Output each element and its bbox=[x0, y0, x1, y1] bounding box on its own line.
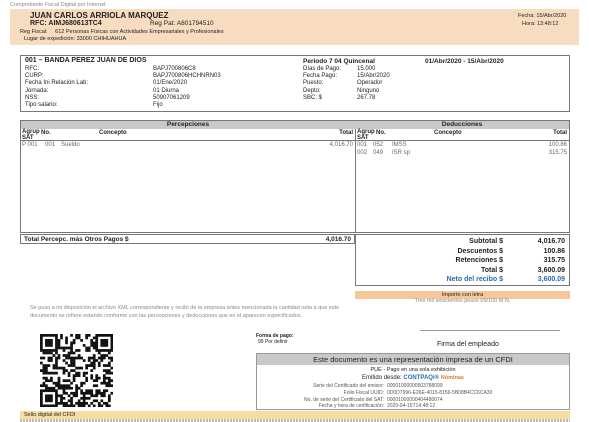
employee-title: 001 – BANDA PEREZ JUAN DE DIOS bbox=[25, 57, 147, 64]
period-field-value: 15.000 bbox=[357, 66, 376, 72]
period-field-value: 267.78 bbox=[357, 94, 376, 101]
totals-label: Neto del recibo $ bbox=[446, 276, 503, 283]
issuer-name: JUAN CARLOS ARRIOLA MARQUEZ bbox=[30, 11, 169, 20]
totals-row bbox=[356, 257, 569, 266]
employee-field-label: RFC: bbox=[25, 66, 39, 72]
period-title: Periodo 7 04 Quincenal bbox=[303, 58, 375, 65]
importe-label: Importe con letra bbox=[355, 291, 570, 299]
period-field-row bbox=[303, 88, 503, 95]
period-field-row bbox=[303, 95, 503, 102]
deduccion-no: 049 bbox=[373, 150, 384, 156]
detail-table bbox=[20, 120, 570, 233]
cfdi-field-value: 00001000000404480074 bbox=[387, 396, 443, 403]
cfdi-field-row bbox=[257, 397, 569, 404]
legal-text: Se puso a mi disposición el archivo XML correspondiente y recibí de la empresa antes mencionada la cantidad neta a que este documento se refiere estando conforme con las percepciones y deducciones que en el aparecen especificados. bbox=[30, 305, 340, 319]
fecha: Fecha: 15/Abr/2020 bbox=[518, 13, 567, 19]
cfdi-emitido: Emitido desde: CONTPAQi® Nóminas bbox=[362, 375, 464, 381]
cfdi-field-value: 00001000000503788099 bbox=[387, 383, 443, 389]
firma-label: Firma del empleado bbox=[437, 341, 499, 348]
period-field-label: Puesto: bbox=[303, 80, 324, 87]
percepcion-row bbox=[21, 141, 355, 149]
cfdi-field-label: No. de serie del Certificado del SAT: bbox=[304, 396, 384, 403]
totals-box bbox=[355, 234, 570, 286]
totals-label: Descuentos $ bbox=[457, 247, 503, 255]
deducciones-title: Deducciones bbox=[355, 121, 569, 129]
totals-row bbox=[356, 267, 569, 276]
hora: Hora: 13:48:12 bbox=[522, 21, 559, 27]
totals-value: 3,600.09 bbox=[537, 276, 565, 283]
period-field-label: Días de Pago: bbox=[303, 66, 342, 72]
ded-col-total: Total bbox=[553, 130, 567, 136]
forma-pago-label: Forma de pago: bbox=[256, 333, 294, 339]
deduccion-total: 100.86 bbox=[548, 142, 567, 148]
percepciones-header bbox=[21, 129, 355, 141]
employee-field-row bbox=[25, 95, 285, 102]
employee-field-row bbox=[25, 66, 285, 73]
totals-label: Subtotal $ bbox=[469, 238, 503, 245]
period-field-label: Depto: bbox=[303, 87, 321, 94]
period-field-value: 15/Abr/2020 bbox=[357, 73, 390, 80]
cfdi-field-row bbox=[257, 403, 569, 410]
employee-field-row bbox=[25, 102, 285, 109]
cfdi-field-label: Folio Fiscal UUID: bbox=[343, 389, 384, 396]
totals-value: 4,016.70 bbox=[537, 238, 565, 245]
period-field-row bbox=[303, 66, 503, 73]
cfdi-field-value: 0D0D7996-E26E-4015-8156-5B08B4CC6CA30 bbox=[387, 389, 493, 396]
totals-value: 3,600.09 bbox=[537, 266, 565, 274]
cfdi-pue: PUE - Pago en una sola exhibición bbox=[370, 367, 456, 373]
deducciones-header bbox=[355, 129, 569, 141]
contpaqi-product: Nóminas bbox=[440, 375, 464, 381]
period-field-row bbox=[303, 73, 503, 80]
employee-field-value: 50907061209 bbox=[153, 94, 190, 101]
employee-field-label: NSS: bbox=[25, 94, 40, 101]
firma-line bbox=[420, 330, 560, 331]
percepcion-agrup: P 001 bbox=[22, 142, 38, 148]
perc-col-no: No. bbox=[41, 130, 51, 136]
percepcion-total: 4,016.70 bbox=[329, 142, 353, 148]
sello-label: Sello digital del CFDI bbox=[20, 411, 570, 419]
percepcion-no: 001 bbox=[45, 142, 56, 148]
issuer-rfc: RFC: AIMJ680613TC4 bbox=[30, 20, 102, 27]
totals-value: 100.86 bbox=[543, 247, 565, 255]
perc-col-total: Total bbox=[339, 130, 353, 136]
totals-row bbox=[356, 238, 569, 247]
cfdi-field-label: Fecha y hora de certificación: bbox=[318, 403, 384, 410]
employee-field-label: Tipo salario: bbox=[25, 102, 58, 109]
period-field-label: SBC: $ bbox=[303, 94, 323, 101]
cfdi-box bbox=[256, 353, 570, 410]
employee-field-label: CURP: bbox=[25, 73, 44, 80]
forma-pago-value: 99 Por definir bbox=[258, 339, 288, 345]
percepciones-title: Percepciones bbox=[21, 121, 355, 129]
employee-field-label: Fecha Ini Relación Lab: bbox=[25, 80, 89, 87]
deduccion-no: 052 bbox=[373, 142, 384, 148]
employee-field-label: Jornada: bbox=[25, 87, 49, 94]
employee-field-value: 01/Ene/2020 bbox=[153, 80, 188, 87]
employee-field-value: BAPJ700806HCHNRN03 bbox=[153, 73, 221, 80]
deduccion-agrup: 002 bbox=[357, 150, 368, 156]
issuer-lugar: Lugar de expedición: 33000 CHIHUAHUA bbox=[24, 36, 127, 42]
totals-row bbox=[356, 276, 569, 285]
employee-field-row bbox=[25, 73, 285, 80]
employee-field-row bbox=[25, 88, 285, 95]
ded-col-concepto: Concepto bbox=[434, 130, 462, 136]
employee-field-value: BAPJ700806C8 bbox=[153, 66, 196, 72]
importe-value: Tres mil seiscientos pesos 09/100 M.N. bbox=[414, 298, 511, 304]
period-field-value: Operador bbox=[357, 80, 383, 87]
deduccion-total: 315.75 bbox=[548, 150, 567, 156]
percepciones-rows bbox=[21, 141, 355, 149]
employee-box bbox=[20, 55, 570, 112]
cfdi-field-label: Serie del Certificado del emisor: bbox=[313, 383, 384, 389]
cfdi-field-row bbox=[257, 390, 569, 397]
issuer-header bbox=[10, 9, 579, 45]
employee-field-value: Fijo bbox=[153, 102, 163, 109]
perc-col-concepto: Concepto bbox=[99, 130, 127, 136]
issuer-reg-fiscal: Reg Fiscal: 612 Personas Físicas con Actividades Empresariales y Profesionales bbox=[20, 29, 224, 35]
employee-field-row bbox=[25, 80, 285, 87]
total-perc-value: 4,016.70 bbox=[325, 236, 351, 243]
ded-col-agrup: Agrup SAT bbox=[357, 129, 375, 141]
contpaqi-brand: CONTPAQi® bbox=[403, 375, 440, 381]
doc-type: Comprobante Fiscal Digital por Internet bbox=[10, 2, 106, 8]
deducciones-rows bbox=[355, 141, 569, 232]
totals-label: Retenciones $ bbox=[455, 257, 503, 264]
cfdi-field-value: 2020-04-15T14:48:12 bbox=[387, 403, 436, 410]
totals-label: Total $ bbox=[480, 266, 503, 274]
issuer-reg-pat: Reg Pat: A801794510 bbox=[150, 20, 214, 27]
perc-col-agrup: Agrup SAT bbox=[22, 129, 40, 141]
period-field-row bbox=[303, 80, 503, 87]
employee-field-value: 01 Diurna bbox=[153, 87, 180, 94]
total-perc-label: Total Percepc. más Otros Pagos $ bbox=[24, 236, 129, 243]
period-field-value: Ninguno bbox=[357, 87, 380, 94]
cfdi-banner: Este documento es una representación impresa de un CFDI bbox=[257, 354, 569, 365]
deduccion-concepto: ISR sp bbox=[392, 150, 411, 156]
deduccion-concepto: IMSS bbox=[392, 142, 407, 148]
deduccion-agrup: 001 bbox=[357, 142, 368, 148]
cfdi-field-row bbox=[257, 383, 569, 390]
period-field-label: Fecha Pago: bbox=[303, 73, 338, 80]
percepcion-concepto: Sueldo bbox=[61, 142, 80, 148]
deduccion-row bbox=[356, 149, 569, 157]
ded-col-no: No. bbox=[376, 130, 386, 136]
period-fields bbox=[303, 66, 503, 102]
totals-value: 315.75 bbox=[543, 257, 565, 264]
period-range: 01/Abr/2020 - 15/Abr/2020 bbox=[425, 58, 504, 65]
employee-fields bbox=[25, 66, 285, 109]
totals-row bbox=[356, 248, 569, 257]
qr-code bbox=[40, 334, 113, 407]
total-percepciones bbox=[20, 234, 355, 244]
deduccion-row bbox=[356, 141, 569, 149]
cfdi-fields bbox=[257, 383, 569, 410]
